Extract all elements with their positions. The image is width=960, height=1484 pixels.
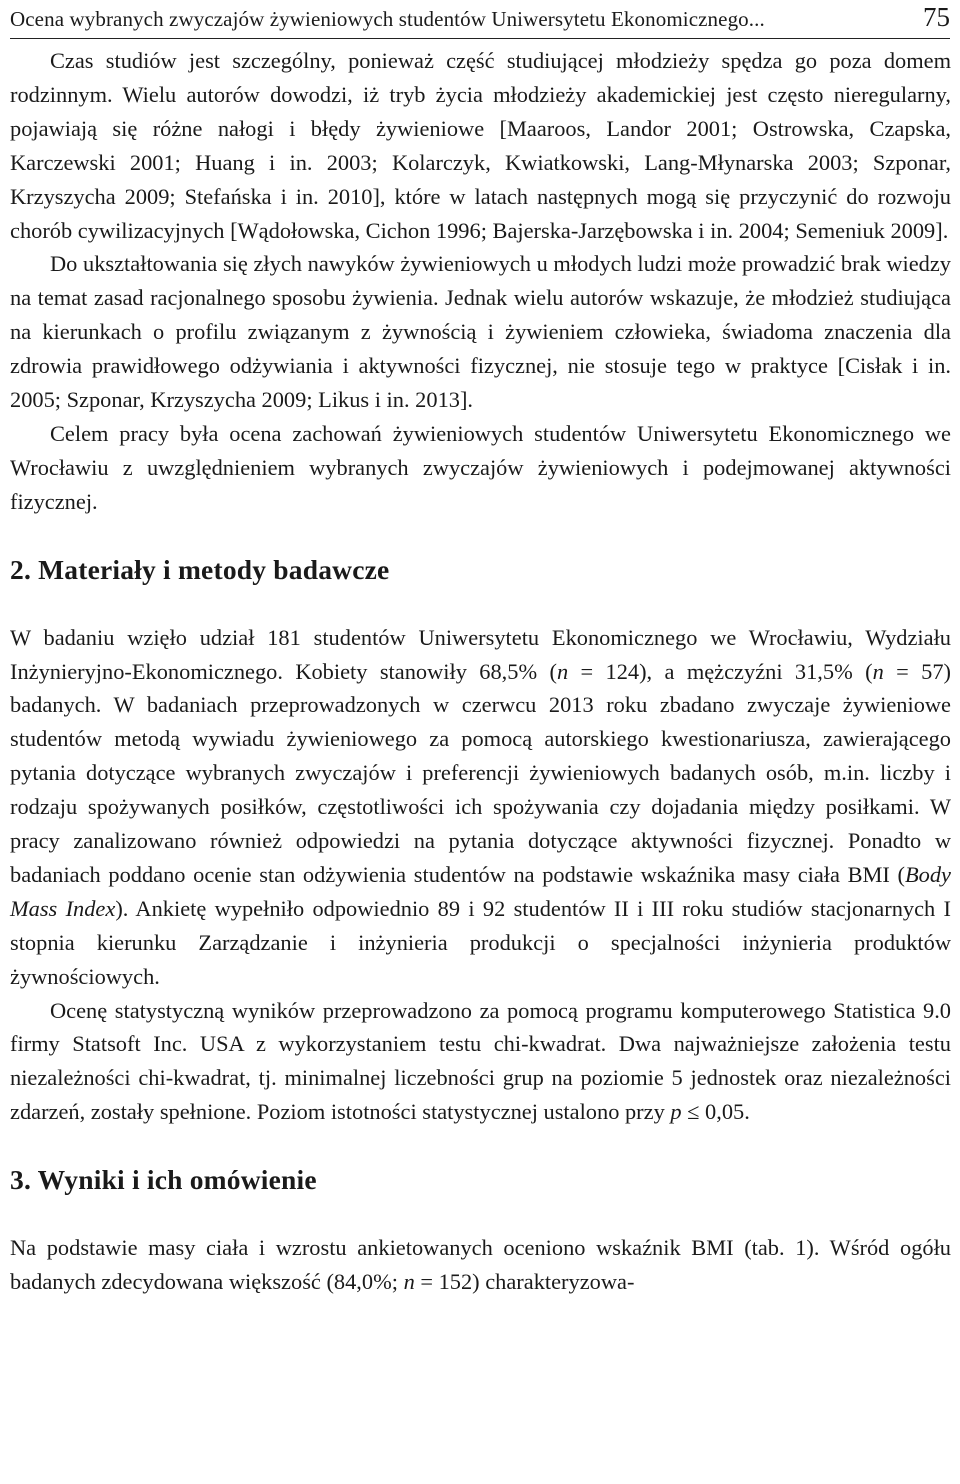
page-number: 75: [923, 2, 950, 32]
page-body: [10, 44, 951, 1299]
methods-paragraph-2: Ocenę statystyczną wyników przeprowadzono za pomocą programu komputerowego Statistica 9.0 firmy Statsoft Inc. USA z wykorzystaniem testu chi-kwadrat. Dwa najważniejsze założenia testu niezależności chi-kwadrat, tj. minimalnej liczebności grup na poziomie 5 jednostek oraz niezależności zdarzeń, zostały spełnione. Poziom istotności statystycznej ustalono przy p ≤ 0,05.: [10, 997, 951, 1125]
intro-paragraph-1: Czas studiów jest szczególny, ponieważ część studiującej młodzieży spędza go poza domem rodzinnym. Wielu autorów dowodzi, iż tryb życia młodzieży akademickiej jest często nieregularny, pojawiają się różne nałogi i błędy żywieniowe [Maaroos, Landor 2001; Ostrowska, Czapska, Karczewski 2001; Huang i in. 2003; Kolarczyk, Kwiatkowski, Lang-Młynarska 2003; Szponar, Krzyszycha 2009; Stefańska i in. 2010], które w latach następnych mogą się przyczynić do rozwoju chorób cywilizacyjnych [Wądołowska, Cichon 1996; Bajerska-Jarzębowska i in. 2004; Semeniuk 2009].: [10, 48, 951, 243]
intro-paragraph-2: Do ukształtowania się złych nawyków żywieniowych u młodych ludzi może prowadzić brak wiedzy na temat zasad racjonalnego sposobu żywienia. Jednak wielu autorów wskazuje, że młodzież studiująca na kierunkach o profilu związanym z żywnością i żywieniem człowieka, świadoma znaczenia dla zdrowia prawidłowego odżywiania i aktywności fizycznej, nie stosuje tego w praktyce [Cisłak i in. 2005; Szponar, Krzyszycha 2009; Likus i in. 2013].: [10, 251, 951, 413]
running-header: [10, 0, 950, 39]
section-2-heading: 2. Materiały i metody badawcze: [10, 553, 390, 585]
results-paragraph-1: Na podstawie masy ciała i wzrostu ankietowanych oceniono wskaźnik BMI (tab. 1). Wśród ogółu badanych zdecydowana większość (84,0%; n = 152) charakteryzowa-: [10, 1235, 951, 1294]
methods-paragraph-1: W badaniu wzięło udział 181 studentów Uniwersytetu Ekonomicznego we Wrocławiu, Wydziału Inżynieryjno-Ekonomicznego. Kobiety stanowiły 68,5% (n = 124), a mężczyźni 31,5% (n = 57) badanych. W badaniach przeprowadzonych w czerwcu 2013 roku zbadano zwyczaje żywieniowe studentów metodą wywiadu żywieniowego za pomocą autorskiego kwestionariusza, zawierającego pytania dotyczące wybranych zwyczajów i preferencji żywieniowych badanych osób, m.in. liczby i rodzaju spożywanych posiłków, częstotliwości ich spożywania czy dojadania między posiłkami. W pracy zanalizowano również odpowiedzi na pytania dotyczące aktywności fizycznej. Ponadto w badaniach poddano ocenie stan odżywienia studentów na podstawie wskaźnika masy ciała BMI (Body Mass Index). Ankietę wypełniło odpowiednio 89 i 92 studentów II i III roku studiów stacjonarnych I stopnia kierunku Zarządzanie i inżynieria produkcji o specjalności inżynieria produktów żywnościowych.: [10, 624, 951, 989]
section-3-heading: 3. Wyniki i ich omówienie: [10, 1164, 317, 1196]
running-title: Ocena wybranych zwyczajów żywieniowych studentów Uniwersytetu Ekonomicznego...: [10, 7, 765, 31]
intro-paragraph-3: Celem pracy była ocena zachowań żywieniowych studentów Uniwersytetu Ekonomicznego we Wrocławiu z uwzględnieniem wybranych zwyczajów żywieniowych i podejmowanej aktywności fizycznej.: [10, 420, 951, 514]
